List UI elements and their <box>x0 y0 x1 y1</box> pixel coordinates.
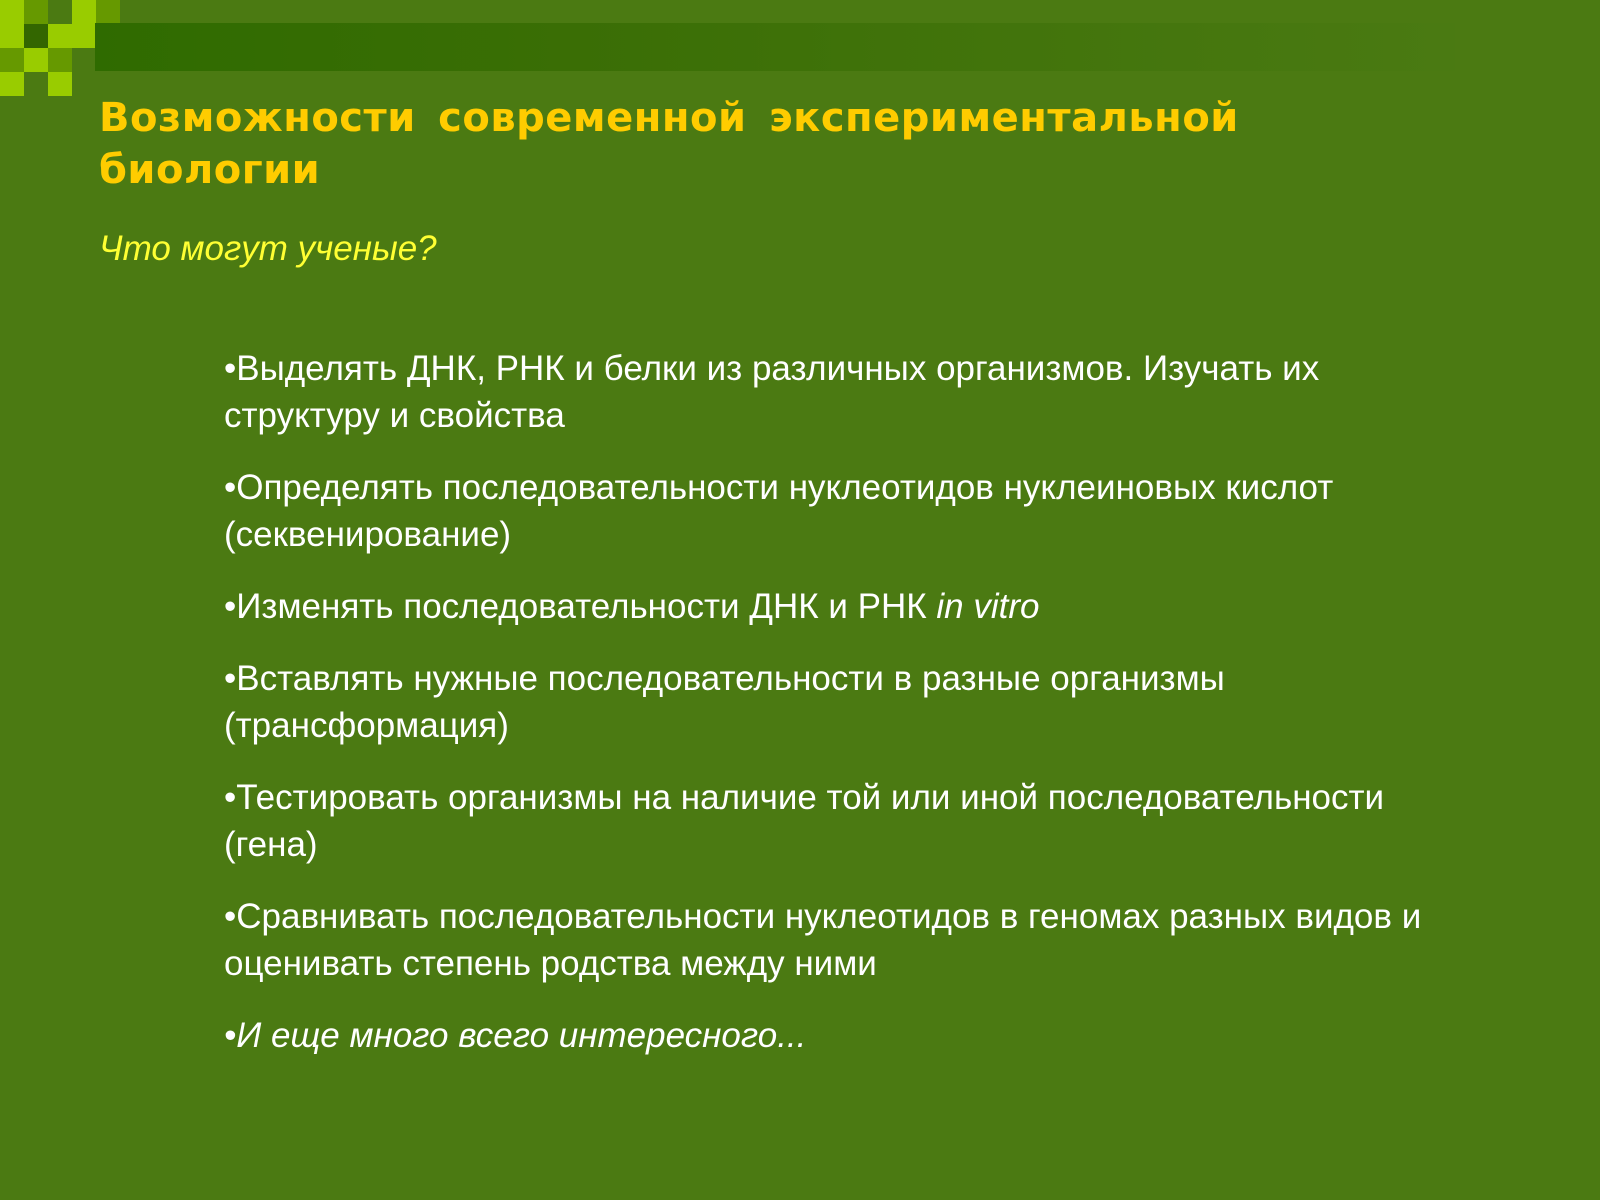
corner-square <box>0 48 24 72</box>
bullet-item <box>224 893 1454 987</box>
bullet-item <box>224 345 1454 439</box>
bullet-text: •Тестировать организмы на наличие той или иной последовательности (гена) <box>224 778 1385 864</box>
corner-square <box>48 48 72 72</box>
bullet-text: •Вставлять нужные последовательности в разные организмы (трансформация) <box>224 659 1225 745</box>
corner-square <box>96 0 120 24</box>
bullet-item <box>224 464 1454 558</box>
bullet-item <box>224 1012 1454 1059</box>
corner-square <box>48 24 72 48</box>
corner-square <box>48 72 72 96</box>
corner-square <box>0 0 24 24</box>
bullet-item <box>224 583 1454 630</box>
bullet-text: •Изменять последовательности ДНК и РНК <box>224 587 937 626</box>
bullet-text: •И еще много всего интересного... <box>224 1016 807 1055</box>
bullet-text: •Определять последовательности нуклеотидов нуклеиновых кислот (секвенирование) <box>224 468 1334 554</box>
corner-square <box>0 24 24 48</box>
bullet-text: •Сравнивать последовательности нуклеотидов в геномах разных видов и оценивать степень родства между ними <box>224 897 1422 983</box>
corner-square <box>24 24 48 48</box>
bullet-item <box>224 774 1454 868</box>
bullet-item <box>224 655 1454 749</box>
bullet-list <box>224 345 1454 1084</box>
bullet-emphasis-text: in vitro <box>936 587 1040 626</box>
top-gradient-band <box>95 23 1455 71</box>
corner-square <box>72 0 96 24</box>
corner-square <box>24 0 48 24</box>
corner-square <box>72 24 96 48</box>
bullet-text: •Выделять ДНК, РНК и белки из различных организмов. Изучать их структуру и свойства <box>224 349 1320 435</box>
slide-title: Возможности современной экспериментальной биологии <box>99 95 1239 193</box>
corner-square <box>0 72 24 96</box>
slide-subtitle: Что могут ученые? <box>99 229 437 268</box>
corner-square <box>24 48 48 72</box>
